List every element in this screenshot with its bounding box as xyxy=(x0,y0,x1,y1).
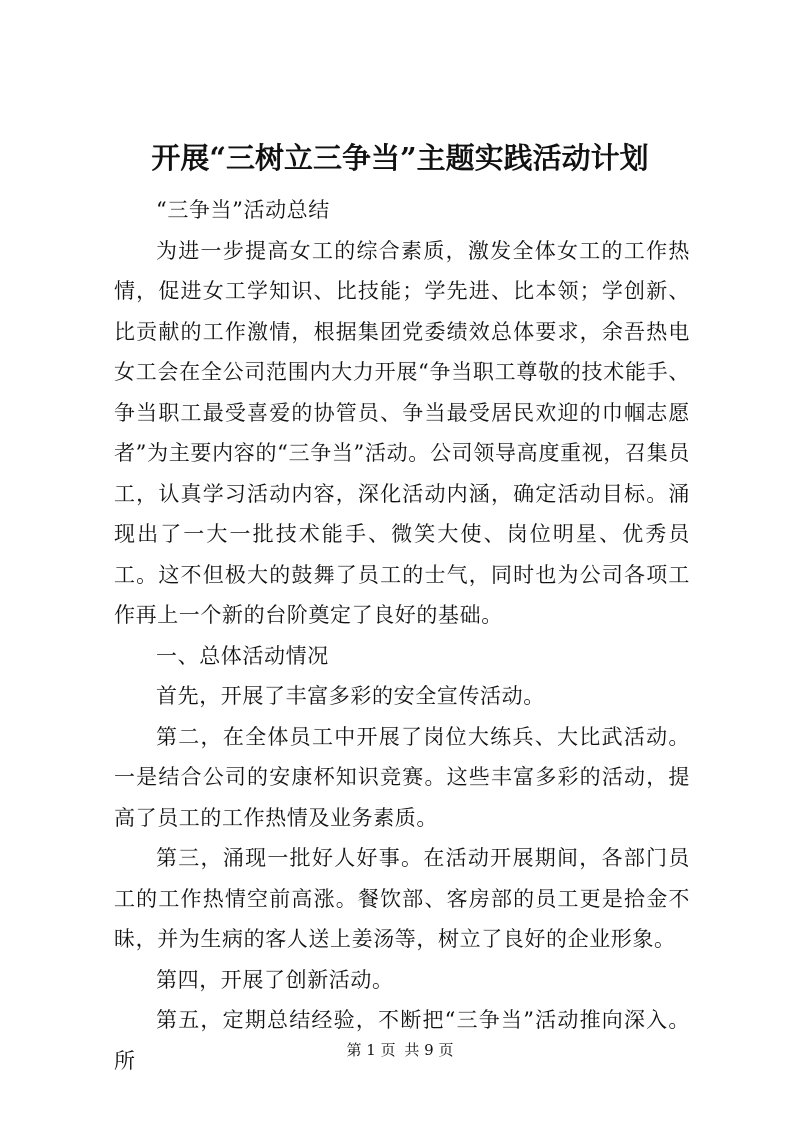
section-heading: 一、总体活动情况 xyxy=(156,643,329,668)
document-title: 开展“三树立三争当”主题实践活动计划 xyxy=(151,141,649,175)
paragraph-first: 首先，开展了丰富多彩的安全宣传活动。 xyxy=(156,684,545,708)
page-number: 第 1 页 xyxy=(346,1041,396,1059)
paragraph-fifth: 第五，定期总结经验，不断把“三争当”活动推向深入。所 xyxy=(114,1008,690,1073)
paragraph-subtitle: “三争当”活动总结 xyxy=(156,198,330,222)
paragraph-third: 第三，涌现一批好人好事。在活动开展期间，各部门员工的工作热情空前高涨。餐饮部、客房部的员工更是拾金不昧，并为生病的客人送上姜汤等，树立了良好的企业形象。 xyxy=(114,846,690,951)
document-body xyxy=(114,190,690,1081)
paragraph-intro: 为进一步提高女工的综合素质，激发全体女工的工作热情，促进女工学知识、比技能；学先进、比本领；学创新、比贡献的工作激情，根据集团党委绩效总体要求，余吾热电女工会在全公司范围内大力开展“争当职工尊敬的技术能手、争当职工最受喜爱的协管员、争当最受居民欢迎的巾帼志愿者”为主要内容的“三争当”活动。公司领导高度重视，召集员工，认真学习活动内容，深化活动内涵，确定活动目标。涌现出了一大一批技术能手、微笑大使、岗位明星、优秀员工。这不但极大的鼓舞了员工的士气，同时也为公司各项工作再上一个新的台阶奠定了良好的基础。 xyxy=(114,238,690,627)
page-footer xyxy=(0,1040,800,1060)
page-total: 共 9 页 xyxy=(404,1041,454,1059)
paragraph-fourth: 第四，开展了创新活动。 xyxy=(156,967,394,992)
paragraph-second: 第二，在全体员工中开展了岗位大练兵、大比武活动。一是结合公司的安康杯知识竞赛。这些丰富多彩的活动，提高了员工的工作热情及业务素质。 xyxy=(114,724,690,830)
